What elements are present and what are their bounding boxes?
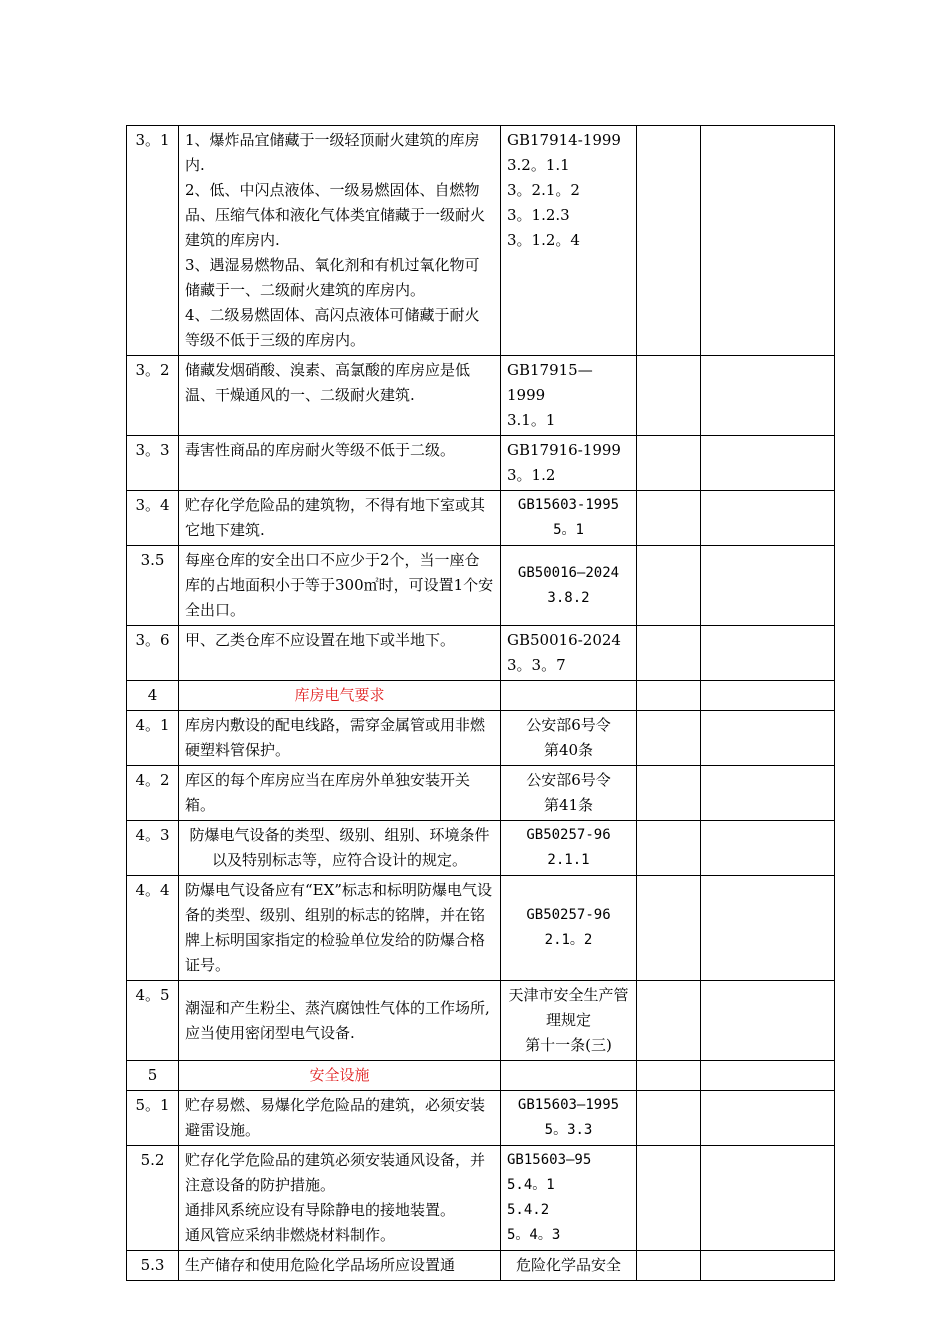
requirement-text: 毒害性商品的库房耐火等级不低于二级。 <box>179 436 501 491</box>
table-row <box>127 981 835 1061</box>
requirement-text: 防爆电气设备应有“EX”标志和标明防爆电气设备的类型、级别、组别的标志的铭牌，并在铭牌上标明国家指定的检验单位发给的防爆合格证号。 <box>179 876 501 981</box>
standard-reference: GB17916-1999 3。1.2 <box>501 436 637 491</box>
item-number: 4。1 <box>127 711 179 766</box>
item-number: 3。6 <box>127 626 179 681</box>
remark-cell <box>701 491 835 546</box>
requirement-text: 潮湿和产生粉尘、蒸汽腐蚀性气体的工作场所,应当使用密闭型电气设备. <box>179 981 501 1061</box>
remark-cell <box>701 356 835 436</box>
table-row <box>127 491 835 546</box>
requirement-text: 储藏发烟硝酸、溴素、高氯酸的库房应是低温、干燥通风的一、二级耐火建筑. <box>179 356 501 436</box>
remark-cell <box>701 681 835 711</box>
standard-reference: GB15603—95 5.4。1 5.4.2 5。4。3 <box>501 1146 637 1251</box>
item-number: 5.2 <box>127 1146 179 1251</box>
table-row <box>127 1091 835 1146</box>
standard-reference: GB50016-2024 3。3。7 <box>501 626 637 681</box>
check-cell <box>637 821 701 876</box>
section-row <box>127 681 835 711</box>
check-cell <box>637 981 701 1061</box>
remark-cell <box>701 436 835 491</box>
check-cell <box>637 876 701 981</box>
section-number: 4 <box>127 681 179 711</box>
check-cell <box>637 766 701 821</box>
standard-reference: GB50257-96 2.1.1 <box>501 821 637 876</box>
remark-cell <box>701 546 835 626</box>
requirement-text: 甲、乙类仓库不应设置在地下或半地下。 <box>179 626 501 681</box>
check-cell <box>637 546 701 626</box>
standard-reference: 危险化学品安全 <box>501 1251 637 1281</box>
check-cell <box>637 1251 701 1281</box>
standard-reference: 公安部6号令 第41条 <box>501 766 637 821</box>
requirement-text: 库区的每个库房应当在库房外单独安装开关箱。 <box>179 766 501 821</box>
standard-reference: 公安部6号令 第40条 <box>501 711 637 766</box>
remark-cell <box>701 1061 835 1091</box>
standard-reference <box>501 1061 637 1091</box>
standard-reference: GB15603—1995 5。3.3 <box>501 1091 637 1146</box>
remark-cell <box>701 821 835 876</box>
item-number: 5。1 <box>127 1091 179 1146</box>
item-number: 5.3 <box>127 1251 179 1281</box>
table-row <box>127 356 835 436</box>
check-cell <box>637 1061 701 1091</box>
standard-reference: GB15603-1995 5。1 <box>501 491 637 546</box>
table-row <box>127 711 835 766</box>
item-number: 4。4 <box>127 876 179 981</box>
check-cell <box>637 626 701 681</box>
remark-cell <box>701 126 835 356</box>
section-heading: 库房电气要求 <box>179 681 501 711</box>
remark-cell <box>701 1146 835 1251</box>
check-cell <box>637 491 701 546</box>
section-number: 5 <box>127 1061 179 1091</box>
section-heading: 安全设施 <box>179 1061 501 1091</box>
remark-cell <box>701 1091 835 1146</box>
table-row <box>127 821 835 876</box>
remark-cell <box>701 626 835 681</box>
standard-reference: GB50016—2024 3.8.2 <box>501 546 637 626</box>
remark-cell <box>701 876 835 981</box>
item-number: 4。2 <box>127 766 179 821</box>
item-number: 3。4 <box>127 491 179 546</box>
requirement-text: 1、爆炸品宜储藏于一级轻顶耐火建筑的库房内. 2、低、中闪点液体、一级易燃固体、自燃物品、压缩气体和液化气体类宜储藏于一级耐火建筑的库房内. 3、遇湿易燃物品、氧化剂和有机过氧化物可储藏于一、二级耐火建筑的库房内。 4、二级易燃固体、高闪点液体可储藏于耐火等级不低于三级的库房内。 <box>179 126 501 356</box>
requirement-text: 贮存化学危险品的建筑必须安装通风设备，并注意设备的防护措施。 通排风系统应设有导除静电的接地装置。 通风管应采纳非燃烧材料制作。 <box>179 1146 501 1251</box>
check-cell <box>637 1091 701 1146</box>
remark-cell <box>701 766 835 821</box>
remark-cell <box>701 711 835 766</box>
check-cell <box>637 681 701 711</box>
table-row <box>127 126 835 356</box>
item-number: 3。2 <box>127 356 179 436</box>
remark-cell <box>701 1251 835 1281</box>
standard-reference: GB50257-96 2.1。2 <box>501 876 637 981</box>
table-row <box>127 436 835 491</box>
check-cell <box>637 356 701 436</box>
item-number: 3。1 <box>127 126 179 356</box>
check-cell <box>637 711 701 766</box>
requirement-text: 每座仓库的安全出口不应少于2个，当一座仓库的占地面积小于等于300㎡时，可设置1个安全出口。 <box>179 546 501 626</box>
item-number: 3。3 <box>127 436 179 491</box>
section-row <box>127 1061 835 1091</box>
requirement-text: 防爆电气设备的类型、级别、组别、环境条件以及特别标志等，应符合设计的规定。 <box>179 821 501 876</box>
item-number: 3.5 <box>127 546 179 626</box>
remark-cell <box>701 981 835 1061</box>
table-row <box>127 626 835 681</box>
standard-reference <box>501 681 637 711</box>
item-number: 4。3 <box>127 821 179 876</box>
table-row <box>127 1251 835 1281</box>
check-cell <box>637 126 701 356</box>
check-cell <box>637 1146 701 1251</box>
requirement-text: 贮存易燃、易爆化学危险品的建筑，必须安装避雷设施。 <box>179 1091 501 1146</box>
table-row <box>127 1146 835 1251</box>
requirement-text: 库房内敷设的配电线路，需穿金属管或用非燃硬塑料管保护。 <box>179 711 501 766</box>
table-row <box>127 766 835 821</box>
requirement-text: 生产储存和使用危险化学品场所应设置通 <box>179 1251 501 1281</box>
check-cell <box>637 436 701 491</box>
standard-reference: GB17915—1999 3.1。1 <box>501 356 637 436</box>
item-number: 4。5 <box>127 981 179 1061</box>
standard-reference: GB17914-1999 3.2。1.1 3。2.1。2 3。1.2.3 3。1.2。4 <box>501 126 637 356</box>
standard-reference: 天津市安全生产管理规定 第十一条(三) <box>501 981 637 1061</box>
standards-checklist-table <box>126 125 835 1281</box>
table-row <box>127 876 835 981</box>
requirement-text: 贮存化学危险品的建筑物，不得有地下室或其它地下建筑. <box>179 491 501 546</box>
table-row <box>127 546 835 626</box>
